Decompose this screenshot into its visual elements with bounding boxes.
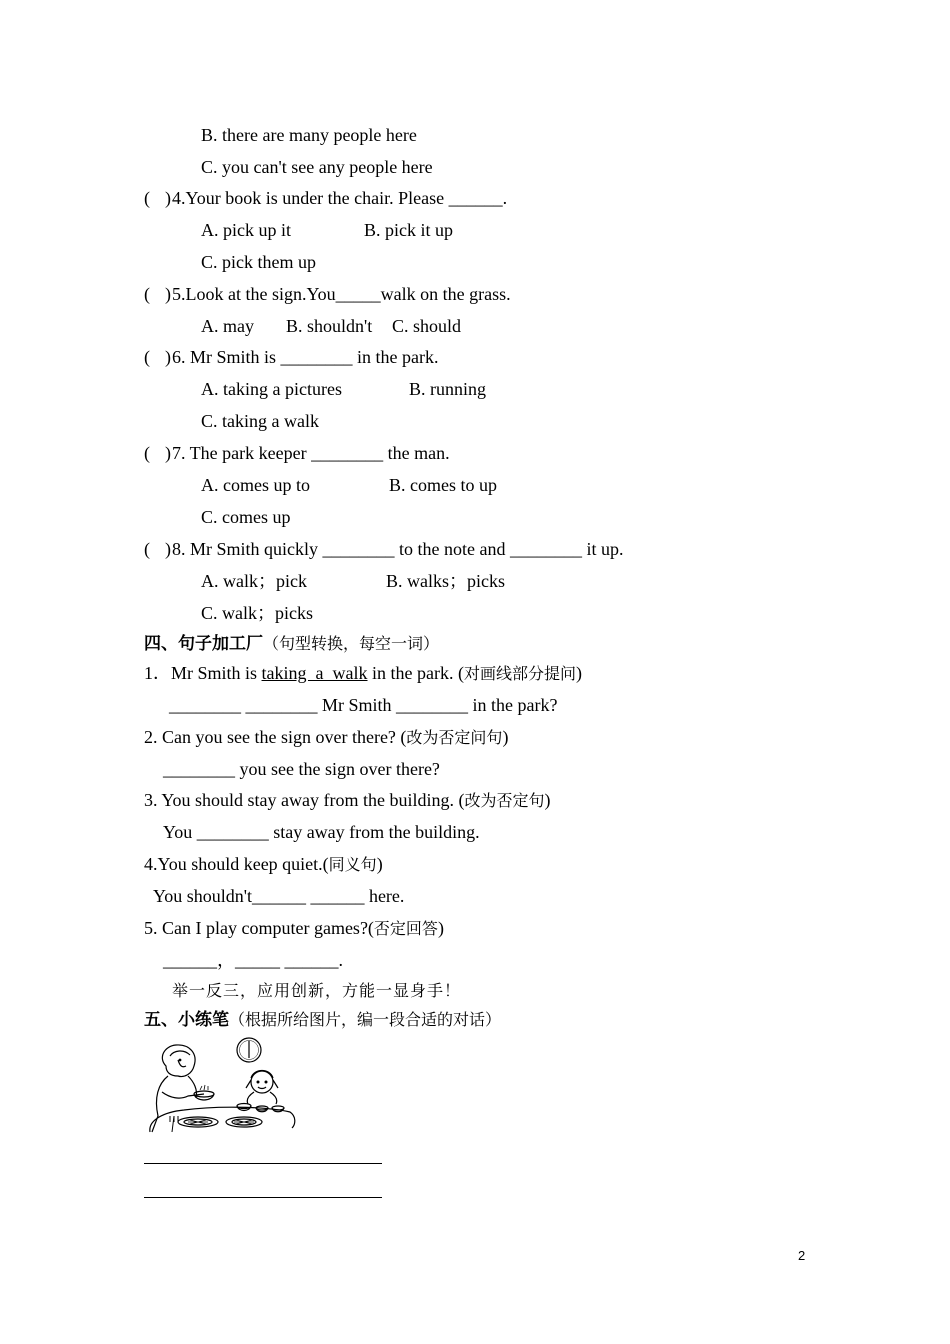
s4-q1-answer: ________ ________ Mr Smith ________ in the park? [169,695,558,715]
q8-option-a: A. walk；pick [201,571,307,591]
q4-stem: 4.Your book is under the chair. Please ______. [172,188,508,208]
q6-stem: 6. Mr Smith is ________ in the park. [172,347,439,367]
q3-option-b: B. there are many people here [201,125,417,145]
q4-option-c: C. pick them up [201,252,316,272]
q3-option-c: C. you can't see any people here [201,157,433,177]
s4-q5-close: ) [437,918,444,938]
answer-line-1[interactable] [144,1163,382,1164]
section4-note: （句型转换，每空一词） [263,634,440,653]
s4-q4-answer: You shouldn't______ ______ here. [153,886,405,906]
s4-q4 [144,853,383,876]
q5-option-c: C. should [392,316,462,336]
s4-q1-prefix: 1．Mr Smith is [144,663,262,683]
section5-heading [144,1008,501,1031]
q5-paren: ( [144,284,150,304]
q7-paren-close: ) [165,443,171,463]
s4-q5 [144,917,444,940]
s4-q1-close: ) [576,663,582,683]
s4-q5-instruction: 否定回答 [373,919,438,938]
page-number: 2 [798,1248,806,1263]
q7-paren: ( [144,443,150,463]
q8-option-b: B. walks；picks [386,571,505,591]
s4-q4-close: ) [376,854,383,874]
q5-paren-close: ) [165,284,171,304]
s4-q2-text: 2. Can you see the sign over there? ( [144,727,407,747]
s4-q5-text: 5. Can I play computer games?( [144,918,374,938]
s4-q4-instruction: 同义句 [328,855,377,874]
s4-q2 [144,726,508,749]
q4-option-b: B. pick it up [364,220,453,240]
q8-paren: ( [144,539,150,559]
dinner-illustration [144,1036,299,1134]
q6-paren: ( [144,347,150,367]
answer-line-2[interactable] [144,1197,382,1198]
s4-q2-instruction: 改为否定问句 [406,728,503,747]
q5-option-b: B. shouldn't [286,316,373,336]
s4-q4-text: 4.You should keep quiet.( [144,854,329,874]
q7-option-a: A. comes up to [201,475,310,495]
s4-q3-instruction: 改为否定句 [464,791,545,810]
q7-option-c: C. comes up [201,507,291,527]
q4-paren-close: ) [165,188,171,208]
q6-paren-close: ) [165,347,171,367]
motto: 举一反三，应用创新，方能一显身手！ [172,981,462,1000]
q8-stem: 8. Mr Smith quickly ________ to the note and ________ it up. [172,539,624,559]
s4-q3-text: 3. You should stay away from the building. ( [144,790,465,810]
q6-option-b: B. running [409,379,487,399]
s4-q3-answer: You ________ stay away from the building. [163,822,480,842]
s4-q2-close: ) [502,727,509,747]
s4-q1-suffix: in the park. ( [367,663,464,683]
q4-paren: ( [144,188,150,208]
s4-q5-answer: ______，_____ ______. [163,950,343,970]
q5-stem: 5.Look at the sign.You_____walk on the grass. [172,284,511,304]
s4-q1-instruction: 对画线部分提问 [463,664,576,683]
q8-paren-close: ) [165,539,171,559]
s4-q2-answer: ________ you see the sign over there? [163,759,440,779]
section5-note: （根据所给图片，编一段合适的对话） [229,1010,502,1029]
s4-q1 [144,662,582,685]
q5-option-a: A. may [201,316,254,336]
section5-title: 五、小练笔 [144,1010,229,1030]
q7-option-b: B. comes to up [389,475,497,495]
s4-q3-close: ) [544,790,551,810]
section4-heading [144,632,439,655]
q7-stem: 7. The park keeper ________ the man. [172,443,450,463]
s4-q1-underlined: taking a walk [261,663,368,683]
q8-option-c: C. walk；picks [201,603,313,623]
q6-option-c: C. taking a walk [201,411,319,431]
q4-option-a: A. pick up it [201,220,291,240]
q6-option-a: A. taking a pictures [201,379,342,399]
s4-q3 [144,789,551,812]
section4-title: 四、句子加工厂 [144,634,263,654]
